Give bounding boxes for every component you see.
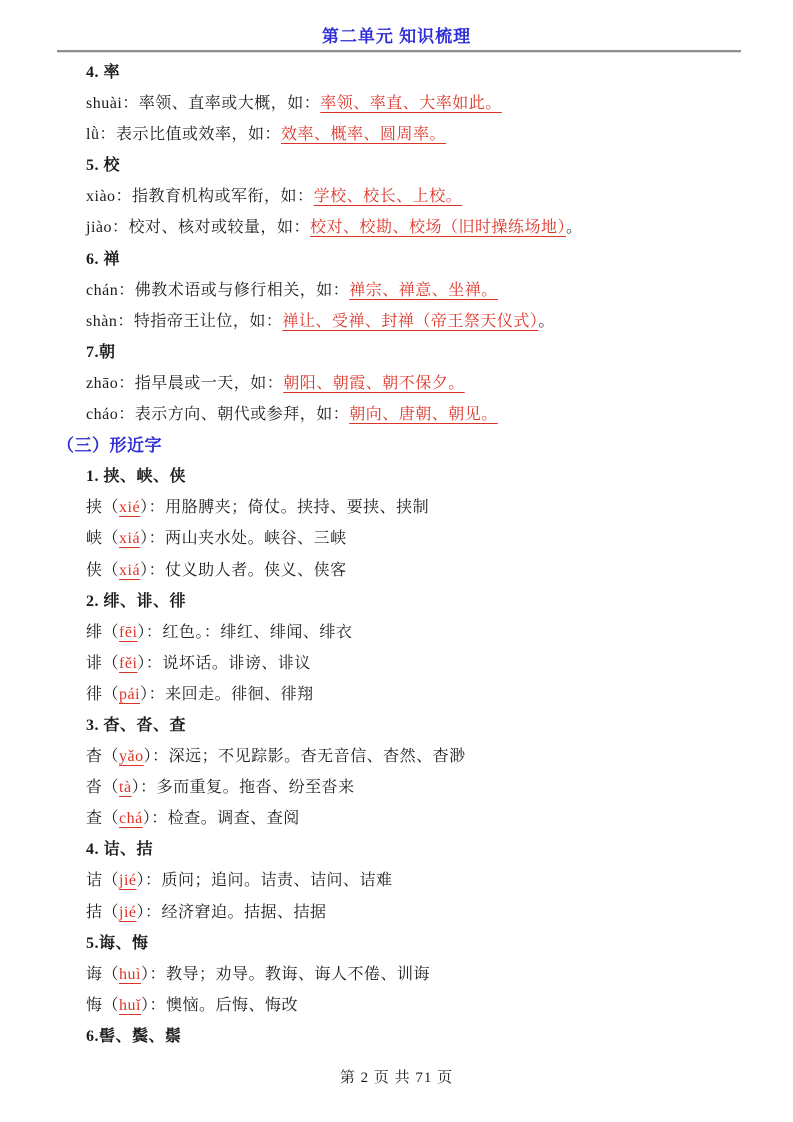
text-line — [57, 306, 757, 337]
red-underlined-text: xié — [119, 499, 141, 517]
red-underlined-text: 学校、校长、上校。 — [313, 188, 463, 206]
plain-text: 悔（ — [86, 996, 120, 1014]
text-line — [57, 212, 757, 243]
plain-text: shuài：率领、直率或大概，如： — [86, 95, 321, 113]
text-line — [57, 88, 757, 119]
header-divider — [57, 50, 741, 53]
red-underlined-text: yǎo — [119, 748, 144, 766]
plain-text: ）：来回走。徘徊、徘翔 — [140, 685, 314, 703]
text-line — [57, 119, 757, 150]
plain-text: 挟（ — [86, 499, 120, 517]
red-underlined-text: 禅让、受禅、封禅（帝王祭天仪式） — [282, 312, 539, 330]
plain-text: 查（ — [86, 810, 120, 828]
red-underlined-text: 校对、校勘、校场（旧时操练场地） — [310, 219, 567, 237]
text-line — [57, 803, 757, 834]
item-heading: 5. 校 — [86, 157, 121, 175]
text-line — [57, 555, 757, 586]
plain-text: 徘（ — [86, 685, 120, 703]
red-underlined-text: chá — [119, 810, 143, 828]
item-heading: 4. 诘、拮 — [86, 841, 154, 859]
plain-text: 绯（ — [86, 623, 120, 641]
plain-text: 沓（ — [86, 779, 120, 797]
red-underlined-text: xiá — [119, 530, 141, 548]
text-line — [57, 741, 757, 772]
document-content — [57, 57, 757, 1052]
item-heading: 3. 杳、沓、查 — [86, 716, 187, 734]
plain-text: 峡（ — [86, 530, 120, 548]
plain-text: 诲（ — [86, 965, 120, 983]
plain-text: 诘（ — [86, 872, 120, 890]
text-line — [57, 990, 757, 1021]
plain-text: ）：多而重复。拖沓、纷至沓来 — [131, 779, 355, 797]
red-underlined-text: jié — [119, 903, 137, 921]
item-heading: 6.髻、鬓、鬃 — [86, 1027, 182, 1045]
red-underlined-text: 率领、率直、大率如此。 — [320, 95, 502, 113]
plain-text: 侠（ — [86, 561, 120, 579]
red-underlined-text: fěi — [119, 654, 138, 672]
plain-text: ）：检查。调查、查阅 — [142, 810, 300, 828]
item-heading: 5.诲、悔 — [86, 934, 149, 952]
plain-text: 。 — [566, 219, 583, 237]
plain-text: 杳（ — [86, 748, 120, 766]
plain-text: 。 — [538, 312, 555, 330]
text-line — [57, 275, 757, 306]
item-heading: 4. 率 — [86, 64, 121, 81]
red-underlined-text: pái — [119, 685, 141, 703]
red-underlined-text: 效率、概率、圆周率。 — [280, 126, 446, 144]
red-underlined-text: tà — [119, 779, 132, 797]
item-heading: 2. 绯、诽、徘 — [86, 592, 187, 610]
plain-text: chán：佛教术语或与修行相关，如： — [86, 281, 350, 299]
plain-text: ）：用胳膊夹；倚仗。挟持、要挟、挟制 — [140, 499, 430, 517]
text-line — [57, 523, 757, 554]
red-underlined-text: xiá — [119, 561, 141, 579]
red-underlined-text: 朝阳、朝霞、朝不保夕。 — [283, 374, 465, 392]
section-heading-blue: （三）形近字 — [57, 436, 162, 456]
red-underlined-text: 朝向、唐朝、朝见。 — [349, 406, 498, 424]
plain-text: xiào：指教育机构或军衔，如： — [86, 188, 314, 206]
plain-text: ）：仗义助人者。侠义、侠客 — [140, 561, 347, 579]
text-line — [57, 897, 757, 928]
text-line — [57, 648, 757, 679]
plain-text: jiào：校对、核对或较量，如： — [86, 219, 310, 237]
plain-text: ）：红色。：绯红、绯闻、绯衣 — [137, 623, 353, 641]
page-header-title: 第二单元 知识梳理 — [321, 27, 472, 46]
text-line — [57, 181, 757, 212]
plain-text: ）：说坏话。诽谤、诽议 — [137, 654, 311, 672]
text-line — [57, 679, 757, 710]
red-underlined-text: 禅宗、禅意、坐禅。 — [349, 281, 498, 299]
page-footer: 第 2 页 共 71 页 — [339, 1070, 454, 1086]
plain-text: ）：经济窘迫。拮据、拮据 — [136, 903, 327, 921]
item-heading: 1. 挟、峡、侠 — [86, 468, 187, 486]
plain-text: cháo：表示方向、朝代或参拜，如： — [86, 406, 350, 424]
text-line — [57, 368, 757, 399]
plain-text: ）：深远；不见踪影。杳无音信、杳然、杳渺 — [143, 748, 466, 766]
text-line — [57, 492, 757, 523]
plain-text: 拮（ — [86, 903, 120, 921]
red-underlined-text: huì — [119, 965, 141, 983]
item-heading: 7.朝 — [86, 343, 116, 361]
plain-text: ）：教导；劝导。教诲、诲人不倦、训诲 — [140, 965, 430, 983]
plain-text: lǜ：表示比值或效率，如： — [86, 126, 281, 144]
plain-text: ）：两山夹水处。峡谷、三峡 — [140, 530, 347, 548]
plain-text: zhāo：指早晨或一天，如： — [86, 374, 284, 392]
red-underlined-text: jié — [119, 872, 137, 890]
plain-text: 诽（ — [86, 654, 120, 672]
plain-text: ）：质问；追问。诘责、诘问、诘难 — [136, 872, 393, 890]
item-heading: 6. 禅 — [86, 250, 121, 268]
text-line — [57, 772, 757, 803]
plain-text: shàn：特指帝王让位，如： — [86, 312, 283, 330]
red-underlined-text: fēi — [119, 623, 138, 641]
text-line — [57, 617, 757, 648]
plain-text: ）：懊恼。后悔、悔改 — [140, 996, 298, 1014]
red-underlined-text: huǐ — [119, 996, 141, 1014]
text-line — [57, 399, 757, 430]
text-line — [57, 865, 757, 896]
text-line — [57, 959, 757, 990]
